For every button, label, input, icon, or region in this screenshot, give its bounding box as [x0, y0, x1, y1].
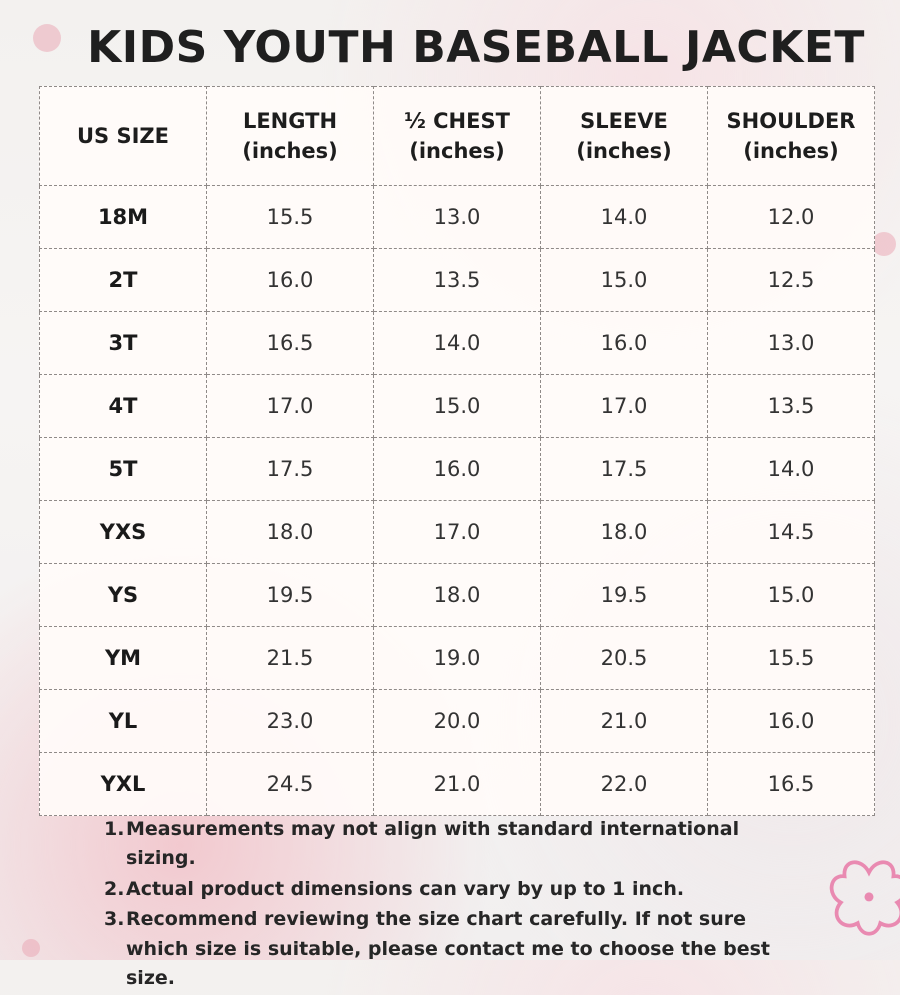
note-number: 2.	[104, 877, 125, 900]
table-row	[40, 753, 875, 816]
length-cell: 21.5	[207, 627, 374, 690]
table-header-row	[40, 87, 875, 186]
header-us-size-line1: US SIZE	[77, 123, 169, 148]
shoulder-cell: 12.5	[708, 249, 875, 312]
half-chest-cell: 21.0	[374, 753, 541, 816]
size-cell: 5T	[40, 438, 207, 501]
note-number: 1.	[104, 818, 125, 840]
length-cell: 15.5	[207, 186, 374, 249]
sleeve-cell: 17.0	[541, 375, 708, 438]
header-sleeve	[541, 87, 708, 186]
header-us-size	[40, 87, 207, 186]
header-shoulder	[708, 87, 875, 186]
size-cell: 3T	[40, 312, 207, 375]
sleeve-cell: 17.5	[541, 438, 708, 501]
length-cell: 24.5	[207, 753, 374, 816]
shoulder-cell: 15.5	[708, 627, 875, 690]
table-row	[40, 438, 875, 501]
header-sleeve-line1: SLEEVE	[580, 108, 668, 133]
table-row	[40, 249, 875, 312]
note-text: Actual product dimensions can vary by up to 1 inch.	[126, 877, 685, 900]
half-chest-cell: 13.5	[374, 249, 541, 312]
size-cell: YL	[40, 690, 207, 753]
length-cell: 19.5	[207, 564, 374, 627]
size-cell: YS	[40, 564, 207, 627]
size-chart-table	[39, 86, 875, 816]
header-length-line1: LENGTH	[242, 108, 338, 133]
half-chest-cell: 14.0	[374, 312, 541, 375]
table-row	[40, 690, 875, 753]
table-row	[40, 501, 875, 564]
size-cell: 18M	[40, 186, 207, 249]
size-cell: YXL	[40, 753, 207, 816]
length-cell: 17.0	[207, 375, 374, 438]
header-length-line2: (inches)	[242, 139, 338, 163]
table-row	[40, 564, 875, 627]
size-cell: YXS	[40, 501, 207, 564]
shoulder-cell: 16.0	[708, 690, 875, 753]
sleeve-cell: 15.0	[541, 249, 708, 312]
sleeve-cell: 21.0	[541, 690, 708, 753]
length-cell: 23.0	[207, 690, 374, 753]
half-chest-cell: 16.0	[374, 438, 541, 501]
note-item	[104, 875, 794, 904]
size-cell: YM	[40, 627, 207, 690]
note-item	[104, 815, 794, 874]
length-cell: 18.0	[207, 501, 374, 564]
table-row	[40, 186, 875, 249]
shoulder-cell: 12.0	[708, 186, 875, 249]
note-text: Recommend reviewing the size chart carefully. If not sure which size is suitable, please contact me to choose the best size.	[126, 908, 770, 990]
half-chest-cell: 20.0	[374, 690, 541, 753]
shoulder-cell: 13.0	[708, 312, 875, 375]
header-sleeve-line2: (inches)	[576, 139, 672, 163]
length-cell: 16.5	[207, 312, 374, 375]
shoulder-cell: 15.0	[708, 564, 875, 627]
header-half-chest	[374, 87, 541, 186]
sleeve-cell: 18.0	[541, 501, 708, 564]
page-title: KIDS YOUTH BASEBALL JACKET	[87, 22, 865, 73]
half-chest-cell: 19.0	[374, 627, 541, 690]
header-shoulder-line1: SHOULDER	[726, 108, 856, 133]
sleeve-cell: 22.0	[541, 753, 708, 816]
header-shoulder-line2: (inches)	[743, 139, 839, 163]
header-half-chest-line1: ½ CHEST	[404, 108, 510, 133]
note-item	[104, 905, 794, 993]
shoulder-cell: 16.5	[708, 753, 875, 816]
sleeve-cell: 19.5	[541, 564, 708, 627]
table-row	[40, 312, 875, 375]
table-row	[40, 375, 875, 438]
sleeve-cell: 20.5	[541, 627, 708, 690]
length-cell: 16.0	[207, 249, 374, 312]
sleeve-cell: 14.0	[541, 186, 708, 249]
size-cell: 4T	[40, 375, 207, 438]
header-half-chest-line2: (inches)	[409, 139, 505, 163]
half-chest-cell: 18.0	[374, 564, 541, 627]
shoulder-cell: 14.5	[708, 501, 875, 564]
decorative-blob	[872, 232, 896, 256]
half-chest-cell: 13.0	[374, 186, 541, 249]
note-text: Measurements may not align with standard international sizing.	[126, 818, 740, 870]
table-row	[40, 627, 875, 690]
shoulder-cell: 14.0	[708, 438, 875, 501]
half-chest-cell: 17.0	[374, 501, 541, 564]
sleeve-cell: 16.0	[541, 312, 708, 375]
flower-icon	[822, 848, 900, 942]
decorative-blob	[22, 939, 40, 957]
length-cell: 17.5	[207, 438, 374, 501]
shoulder-cell: 13.5	[708, 375, 875, 438]
half-chest-cell: 15.0	[374, 375, 541, 438]
header-length	[207, 87, 374, 186]
note-number: 3.	[104, 908, 125, 931]
notes-list	[104, 815, 794, 995]
size-cell: 2T	[40, 249, 207, 312]
